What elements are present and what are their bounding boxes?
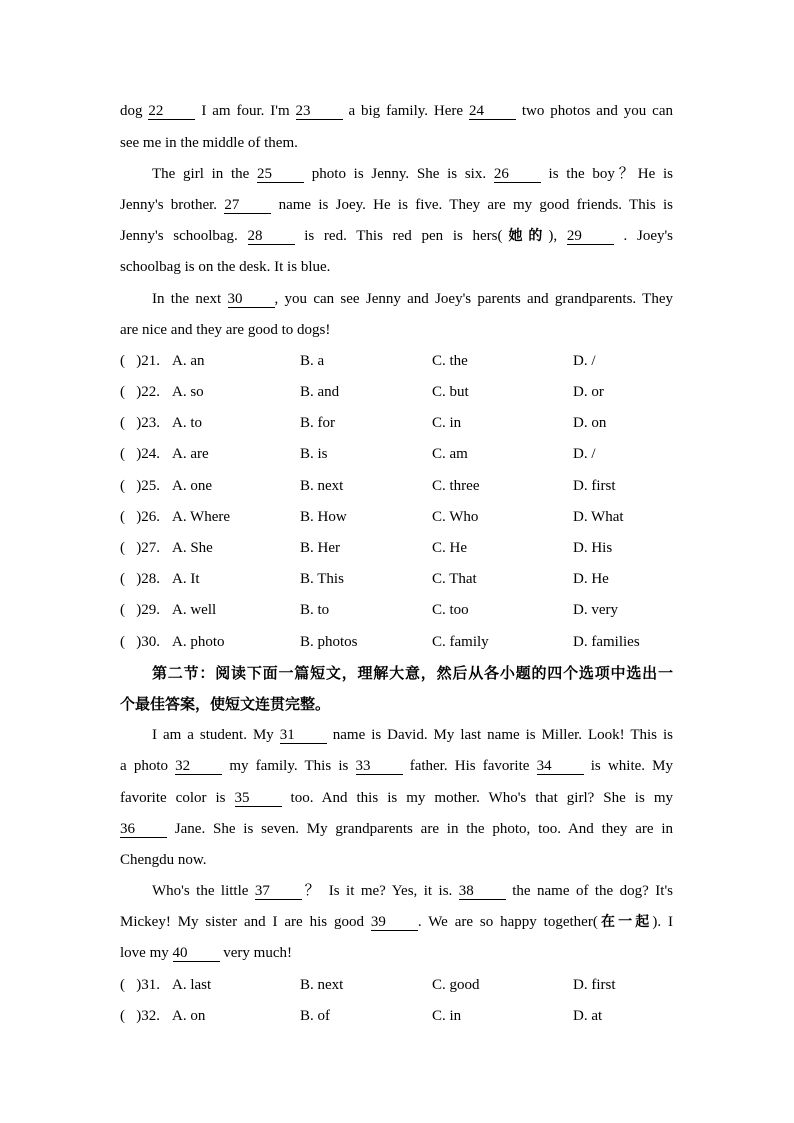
option-a: A. an [172,352,205,369]
section-2-header-line-2: 个最佳答案，使短文连贯完整。 [120,694,331,713]
blank-35: 35 [235,791,282,807]
passage-2-paragraph-2 [120,876,673,970]
passage-2-paragraph-1 [120,720,673,876]
blank-26: 26 [494,167,541,183]
passage-text: is white. My [583,758,674,775]
blank-38: 38 [459,884,506,900]
passage-text: , you can see Jenny and Joey's parents and grandparents. They [274,290,673,307]
question-number: 23. [141,415,160,432]
passage-text: The girl in the [152,165,258,182]
passage-text: I am four. I'm [195,103,296,120]
passage-line [120,876,673,907]
question-label [120,595,172,626]
passage-text: are nice and they are good to dogs! [120,321,331,338]
question-row-22 [120,377,673,408]
option-c: C. Who [432,508,479,525]
section-2-header [120,658,673,720]
blank-25: 25 [257,167,304,183]
answer-bracket: ( ) [120,1007,142,1024]
option-b: B. of [300,1007,330,1024]
question-number: 26. [141,508,160,525]
question-label [120,533,172,564]
passage-1-paragraph-2 [120,159,673,284]
option-c: C. in [432,1007,462,1024]
question-number: 22. [141,384,160,401]
answer-bracket: ( ) [120,976,142,993]
option-a: A. It [172,571,200,588]
passage-text: too. And this is my mother. Who's that girl? She is my [281,789,674,806]
passage-line [120,96,673,127]
question-label [120,408,172,439]
worksheet-page [120,96,673,1032]
question-row-24 [120,439,673,470]
question-row-32 [120,1001,673,1032]
passage-text: ). I [652,914,673,931]
passage-text: favorite color is [120,789,235,806]
question-number: 29. [141,602,160,619]
question-row-31 [120,970,673,1001]
question-row-23 [120,408,673,439]
blank-36: 36 [120,822,167,838]
question-row-26 [120,502,673,533]
option-d: D. on [573,415,607,432]
blank-27: 27 [224,198,271,214]
option-a: A. well [172,602,217,619]
option-a: A. She [172,540,213,557]
question-row-28 [120,564,673,595]
option-b: B. Her [300,540,340,557]
passage-line [120,907,673,938]
option-a: A. to [172,415,202,432]
question-number: 31. [141,976,160,993]
answer-bracket: ( ) [120,352,142,369]
question-label [120,377,172,408]
question-row-21 [120,346,673,377]
option-b: B. next [300,477,344,494]
passage-line [120,783,673,814]
option-b: B. and [300,384,340,401]
passage-line [120,190,673,221]
blank-40: 40 [173,946,220,962]
passage-2 [120,720,673,970]
passage-line [120,751,673,782]
passage-1 [120,96,673,346]
question-row-29 [120,595,673,626]
passage-text: father. His favorite [402,758,537,775]
question-label [120,564,172,595]
blank-34: 34 [537,759,584,775]
option-d: D. / [573,446,596,463]
question-number: 32. [141,1007,160,1024]
answer-bracket: ( ) [120,477,142,494]
option-a: A. one [172,477,212,494]
option-d: D. very [573,602,618,619]
blank-22: 22 [148,104,195,120]
option-d: D. / [573,352,596,369]
option-a: A. on [172,1007,206,1024]
option-c: C. in [432,415,462,432]
option-d: D. first [573,976,616,993]
passage-line [120,128,673,159]
blank-32: 32 [175,759,222,775]
passage-text: ), [548,228,567,245]
question-row-25 [120,471,673,502]
passage-text: Jane. She is seven. My grandparents are in the photo, too. And they are in [167,820,673,837]
option-a: A. so [172,384,204,401]
question-number: 28. [141,571,160,588]
option-c: C. too [432,602,469,619]
blank-39: 39 [371,915,418,931]
question-list-1 [120,346,673,658]
question-number: 30. [141,633,160,650]
question-label [120,502,172,533]
answer-bracket: ( ) [120,633,142,650]
passage-text: Who's the little [152,883,255,900]
question-row-27 [120,533,673,564]
option-d: D. at [573,1007,603,1024]
passage-text: Mickey! My sister and I are his good [120,914,371,931]
passage-text: name is Joey. He is five. They are my good friends. This is [271,196,674,213]
question-label [120,346,172,377]
passage-line [120,159,673,190]
option-c: C. am [432,446,468,463]
passage-text: is the boy？He is [540,165,673,182]
blank-31: 31 [280,728,327,744]
option-b: B. photos [300,633,358,650]
question-number: 25. [141,477,160,494]
passage-1-paragraph-3 [120,284,673,346]
blank-24: 24 [469,104,516,120]
option-a: A. are [172,446,209,463]
question-number: 24. [141,446,160,463]
passage-line [120,221,673,252]
option-d: D. families [573,633,640,650]
question-label [120,439,172,470]
passage-line [120,720,673,751]
passage-line [120,938,673,969]
passage-text: In the next [152,290,228,307]
passage-text: ？ Is it me? Yes, it is. [301,883,459,900]
passage-text: love my [120,945,173,962]
passage-line [120,814,673,845]
question-label [120,627,172,658]
option-b: B. for [300,415,335,432]
question-row-30 [120,627,673,658]
passage-text: very much! [219,945,292,962]
blank-29: 29 [567,229,614,245]
option-b: B. to [300,602,330,619]
option-c: C. He [432,540,467,557]
answer-bracket: ( ) [120,415,142,432]
option-a: A. last [172,976,212,993]
passage-text: name is David. My last name is Miller. Look! This is [326,727,673,744]
passage-text: Chengdu now. [120,851,207,868]
option-d: D. His [573,540,613,557]
passage-text: I am a student. My [152,727,280,744]
option-c: C. That [432,571,477,588]
option-c: C. but [432,384,469,401]
option-c: C. the [432,352,468,369]
option-b: B. How [300,508,347,525]
blank-30: 30 [228,292,275,308]
passage-text: photo is Jenny. She is six. [304,165,494,182]
option-b: B. is [300,446,328,463]
passage-text: Jenny's brother. [120,196,225,213]
option-c: C. three [432,477,480,494]
passage-text: the name of the dog? It's [505,883,673,900]
passage-line [120,252,673,283]
passage-line [120,284,673,315]
question-number: 21. [141,352,160,369]
answer-bracket: ( ) [120,571,142,588]
option-d: D. What [573,508,624,525]
question-label [120,471,172,502]
option-c: C. good [432,976,480,993]
section-2-header-line-1: 第二节：阅读下面一篇短文，理解大意，然后从各小题的四个选项中选出一 [152,663,673,682]
option-d: D. first [573,477,616,494]
passage-line [120,845,673,876]
chinese-gloss: 在一起 [597,914,653,931]
passage-1-paragraph-1 [120,96,673,158]
answer-bracket: ( ) [120,602,142,619]
answer-bracket: ( ) [120,384,142,401]
chinese-gloss: 她的 [502,228,549,245]
blank-33: 33 [356,759,403,775]
question-list-2 [120,970,673,1032]
passage-text: . We are so happy together( [417,914,598,931]
option-b: B. a [300,352,325,369]
blank-37: 37 [255,884,302,900]
blank-28: 28 [248,229,295,245]
passage-text: a photo [120,758,176,775]
passage-text: my family. This is [222,758,356,775]
passage-text: schoolbag is on the desk. It is blue. [120,259,331,276]
option-a: A. Where [172,508,231,525]
passage-text: a big family. Here [342,103,469,120]
passage-line [120,315,673,346]
answer-bracket: ( ) [120,508,142,525]
option-b: B. This [300,571,344,588]
passage-text: dog [120,103,149,120]
option-b: B. next [300,976,344,993]
option-c: C. family [432,633,489,650]
option-a: A. photo [172,633,225,650]
answer-bracket: ( ) [120,540,142,557]
answer-bracket: ( ) [120,446,142,463]
question-label [120,970,172,1001]
option-d: D. or [573,384,604,401]
question-label [120,1001,172,1032]
question-number: 27. [141,540,160,557]
passage-text: is red. This red pen is hers( [294,228,503,245]
passage-text: . Joey's [613,228,674,245]
passage-text: two photos and you can [515,103,673,120]
passage-text: see me in the middle of them. [120,134,298,151]
passage-text: Jenny's schoolbag. [120,228,248,245]
option-d: D. He [573,571,609,588]
blank-23: 23 [296,104,343,120]
